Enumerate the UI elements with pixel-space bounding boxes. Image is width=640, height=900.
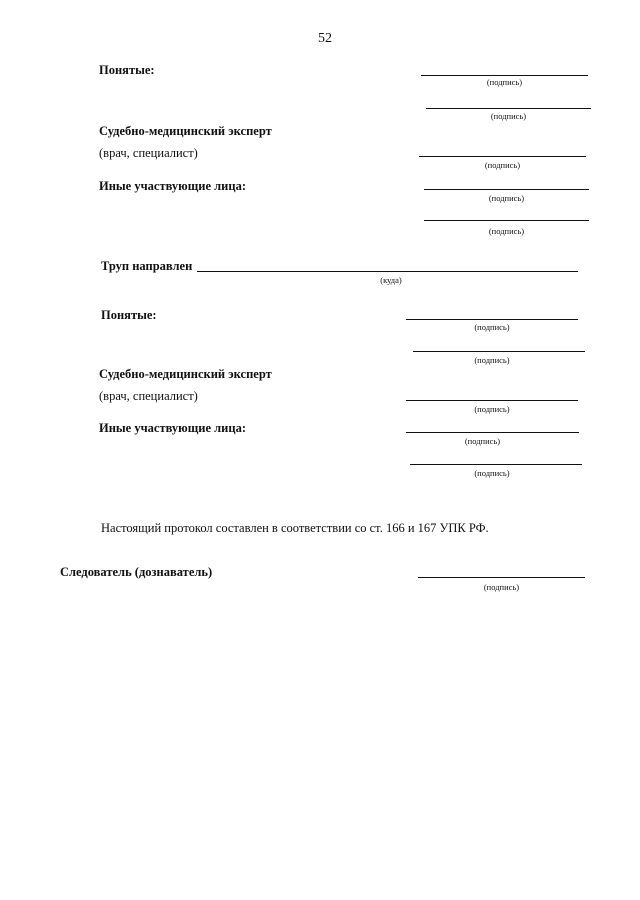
signature-line[interactable]	[424, 189, 589, 190]
others-label: Иные участвующие лица:	[99, 179, 246, 193]
signature-line[interactable]	[413, 351, 585, 352]
signature-caption: (подпись)	[484, 160, 521, 170]
signature-line[interactable]	[424, 220, 589, 221]
signature-caption: (подпись)	[486, 77, 523, 87]
signature-caption: (подпись)	[474, 404, 510, 414]
expert-sub-label: (врач, специалист)	[99, 389, 198, 403]
signature-line[interactable]	[410, 464, 582, 465]
body-sent-label: Труп направлен	[101, 259, 193, 273]
signature-caption: (подпись)	[464, 436, 501, 446]
others-label: Иные участвующие лица:	[99, 421, 246, 435]
investigator-label: Следователь (дознаватель)	[60, 565, 213, 579]
witnesses-label: Понятые:	[99, 63, 155, 77]
destination-caption: (куда)	[380, 275, 402, 285]
signature-line[interactable]	[421, 75, 588, 76]
signature-line[interactable]	[406, 400, 578, 401]
signature-caption: (подпись)	[474, 355, 510, 365]
signature-caption: (подпись)	[488, 193, 525, 203]
signature-line[interactable]	[406, 319, 578, 320]
signature-caption: (подпись)	[488, 226, 525, 236]
page-number: 52	[318, 31, 332, 46]
signature-line[interactable]	[419, 156, 586, 157]
expert-sub-label: (врач, специалист)	[99, 146, 198, 160]
signature-line[interactable]	[418, 577, 585, 578]
signature-caption: (подпись)	[474, 468, 510, 478]
signature-caption: (подпись)	[474, 322, 510, 332]
signature-caption: (подпись)	[483, 582, 520, 592]
destination-line[interactable]	[197, 271, 578, 272]
signature-line[interactable]	[426, 108, 591, 109]
signature-caption: (подпись)	[490, 111, 527, 121]
expert-label: Судебно-медицинский эксперт	[99, 124, 272, 138]
statement-text: Настоящий протокол составлен в соответствии со ст. 166 и 167 УПК РФ.	[101, 521, 489, 535]
signature-line[interactable]	[406, 432, 579, 433]
expert-label: Судебно-медицинский эксперт	[99, 367, 272, 381]
witnesses-label: Понятые:	[101, 308, 157, 322]
